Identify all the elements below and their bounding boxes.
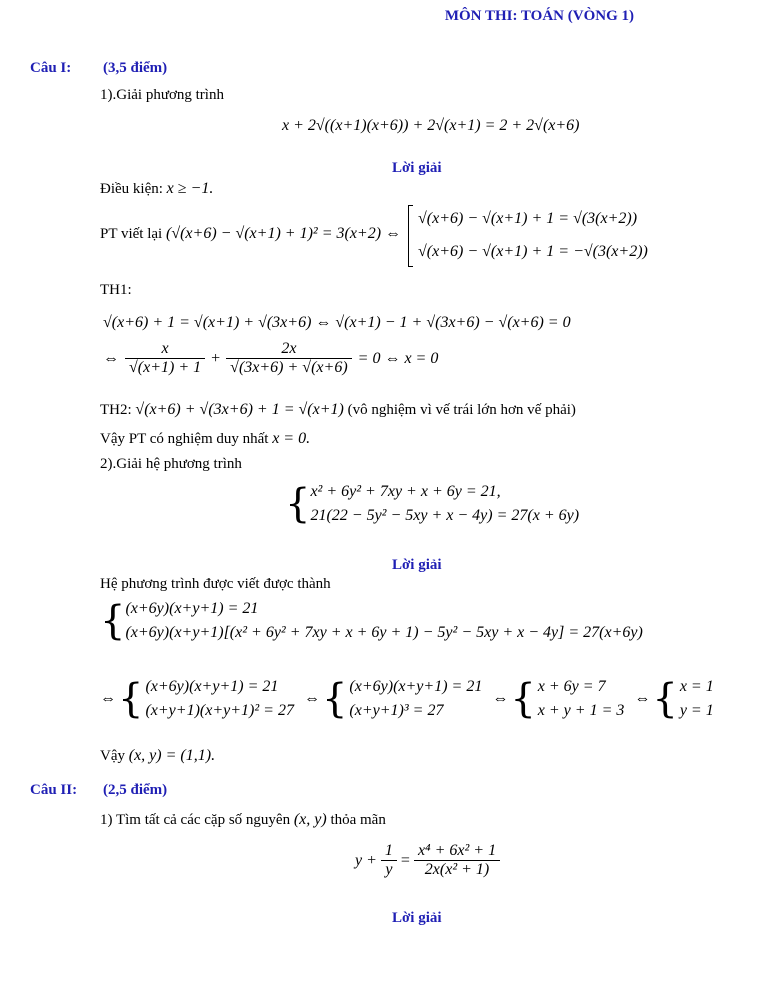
step-b-2: (x+y+1)³ = 27 [349, 702, 444, 719]
th1-frac2-den: √(3x+6) + √(x+6) [230, 359, 348, 376]
th2-line [100, 401, 576, 419]
step-b-brace: { [321, 676, 348, 722]
equiv-4: ⇔ [634, 690, 651, 707]
question-1-label: Câu I: [30, 60, 72, 76]
part-1-title: 1).Giải phương trình [100, 87, 224, 103]
q2-title-math: (x, y) [293, 811, 327, 828]
equiv-2: ⇔ [303, 690, 320, 707]
case-a: √(x+6) − √(x+1) + 1 = √(3(x+2)) [418, 210, 638, 227]
solution-label: Lời giải [392, 160, 442, 176]
system-eq-2: 21(22 − 5y² − 5xy + x − 4y) = 27(x + 6y) [310, 507, 580, 524]
question-1-points: (3,5 điểm) [103, 60, 168, 76]
big-system [100, 597, 643, 645]
th1-line2-prefix: ⇔ [103, 349, 119, 367]
rewrite-line [100, 225, 401, 243]
q2-eq-mid: = [400, 851, 410, 869]
q2-title-prefix: 1) Tìm tất cả các cặp số nguyên [100, 812, 291, 828]
equation-1: x + 2√((x+1)(x+6)) + 2√(x+1) = 2 + 2√(x+6) [282, 117, 580, 134]
th1-plus: + [211, 349, 221, 367]
th1-fraction-1 [125, 340, 205, 377]
system-eq-1: x² + 6y² + 7xy + x + 6y = 21, [310, 483, 501, 500]
step-a-1: (x+6y)(x+y+1) = 21 [145, 678, 279, 695]
q2-title-suffix: thỏa mãn [330, 812, 386, 828]
q2-frac-num: 1 [381, 842, 397, 861]
th1-line2-suffix: = 0 ⇔ x = 0 [357, 349, 439, 367]
q2-fraction-right [414, 842, 500, 879]
th1-frac1-den: √(x+1) + 1 [129, 359, 202, 376]
rewrite-math: (√(x+6) − √(x+1) + 1)² = 3(x+2) ⇔ [165, 225, 402, 242]
step-b-1: (x+6y)(x+y+1) = 21 [349, 678, 483, 695]
th1-fraction-2 [226, 340, 351, 377]
q2-rhs-den: 2x(x² + 1) [424, 861, 490, 878]
question-2-label: Câu II: [30, 782, 78, 798]
q2-frac-den: y [385, 861, 393, 878]
step-c-1: x + 6y = 7 [537, 678, 606, 695]
th1-line2 [103, 340, 438, 377]
conclusion-1-text: Vậy PT có nghiệm duy nhất [100, 431, 269, 447]
derivation-steps [100, 675, 714, 723]
q2-eq-left: y + [355, 851, 377, 869]
condition-line [100, 180, 213, 198]
big-eq-2: (x+6y)(x+y+1)[(x² + 6y² + 7xy + x + 6y + 1) − 5y² − 5xy + x − 4y] = 27(x+6y) [125, 624, 643, 641]
conclusion-1 [100, 430, 310, 448]
th1-line1: √(x+6) + 1 = √(x+1) + √(3x+6) ⇔ √(x+1) − 1 + √(3x+6) − √(x+6) = 0 [103, 314, 571, 331]
conclusion-2-text: Vậy [100, 748, 125, 764]
step-d-1: x = 1 [679, 678, 714, 695]
system-brace: { [285, 481, 311, 527]
rewrite-2-text: Hệ phương trình được viết được thành [100, 576, 331, 592]
th1-label: TH1: [100, 282, 132, 298]
th2-label: TH2: [100, 402, 132, 418]
condition-text: Điều kiện: [100, 181, 163, 197]
th1-frac2-num: 2x [226, 340, 351, 359]
solution-label-2: Lời giải [392, 557, 442, 573]
th2-note: (vô nghiệm vì vế trái lớn hơn vế phải) [347, 402, 576, 418]
q2-solution-label: Lời giải [392, 910, 442, 926]
step-a-2: (x+y+1)(x+y+1)² = 27 [145, 702, 294, 719]
step-d-brace: { [652, 676, 678, 722]
step-a-brace: { [118, 676, 144, 722]
q2-equation [355, 842, 500, 879]
system-equation [285, 480, 579, 528]
equiv-1: ⇔ [100, 690, 116, 707]
q2-rhs-num: x⁴ + 6x² + 1 [414, 842, 500, 861]
q2-part-1-title [100, 811, 386, 829]
case-bracket [408, 205, 413, 267]
th1-frac1-num: x [125, 340, 205, 359]
big-system-brace: { [100, 598, 126, 644]
page-header: MÔN THI: TOÁN (VÒNG 1) [444, 8, 634, 24]
conclusion-2-math: (x, y) = (1,1). [128, 747, 216, 764]
equiv-3: ⇔ [492, 690, 509, 707]
step-d-2: y = 1 [679, 702, 714, 719]
q2-fraction-left [381, 842, 397, 879]
condition-math: x ≥ −1. [166, 180, 214, 197]
big-eq-1: (x+6y)(x+y+1) = 21 [125, 600, 259, 617]
step-c-brace: { [510, 676, 536, 722]
conclusion-2 [100, 747, 215, 765]
part-2-title: 2).Giải hệ phương trình [100, 456, 242, 472]
step-c-2: x + y + 1 = 3 [537, 702, 625, 719]
th2-math: √(x+6) + √(3x+6) + 1 = √(x+1) [135, 401, 344, 418]
case-b: √(x+6) − √(x+1) + 1 = −√(3(x+2)) [418, 243, 648, 260]
question-2-points: (2,5 điểm) [103, 782, 168, 798]
rewrite-text: PT viết lại [100, 226, 163, 242]
conclusion-1-math: x = 0. [272, 430, 311, 447]
